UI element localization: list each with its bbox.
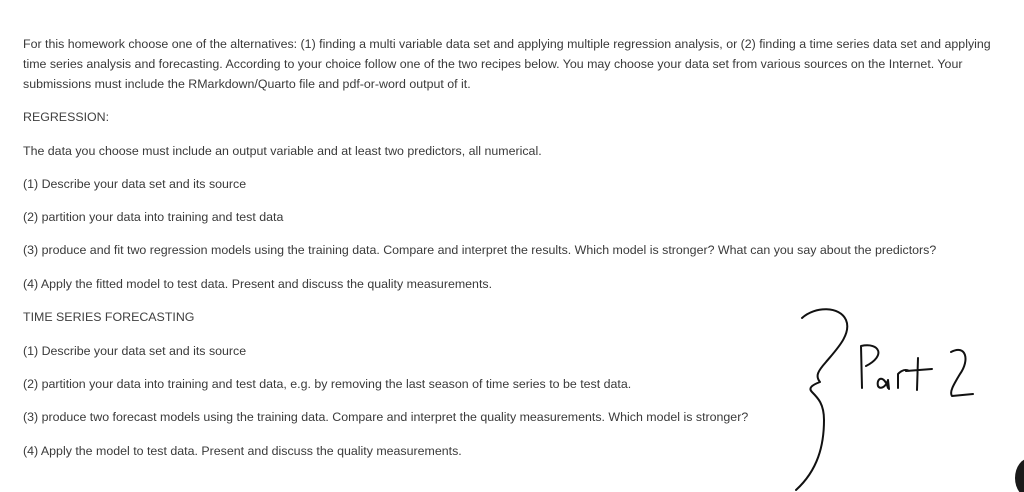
handwritten-text-part [861, 345, 973, 396]
assignment-document [23, 34, 993, 94]
regression-step-2: (2) partition your data into training and test data [23, 210, 284, 224]
regression-heading: REGRESSION: [23, 110, 110, 124]
regression-step-4: (4) Apply the fitted model to test data. Present and discuss the quality measurements. [23, 277, 493, 291]
regression-step-3: (3) produce and fit two regression models using the training data. Compare and interpret the results. Which model is stronger? What can you say about the predictors? [23, 243, 937, 257]
floating-action-button[interactable] [1015, 458, 1024, 492]
regression-step-1: (1) Describe your data set and its source [23, 177, 247, 191]
time-series-step-1: (1) Describe your data set and its source [23, 344, 247, 358]
regression-requirement: The data you choose must include an output variable and at least two predictors, all numerical. [23, 144, 542, 158]
time-series-step-3: (3) produce two forecast models using the training data. Compare and interpret the quality measurements. Which model is stronger? [23, 410, 749, 424]
handwritten-brace [796, 309, 847, 490]
time-series-heading: TIME SERIES FORECASTING [23, 310, 195, 324]
time-series-step-2: (2) partition your data into training and test data, e.g. by removing the last season of time series to be test data. [23, 377, 632, 391]
intro-paragraph: For this homework choose one of the alternatives: (1) finding a multi variable data set and applying multiple regression analysis, or (2) finding a time series data set and applying time series analysis and forecasting. According to your choice follow one of the two recipes below. You may choose your data set from various sources on the Internet. Your submissions must include the RMarkdown/Quarto file and pdf-or-word output of it. [23, 37, 991, 91]
time-series-step-4: (4) Apply the model to test data. Present and discuss the quality measurements. [23, 444, 462, 458]
